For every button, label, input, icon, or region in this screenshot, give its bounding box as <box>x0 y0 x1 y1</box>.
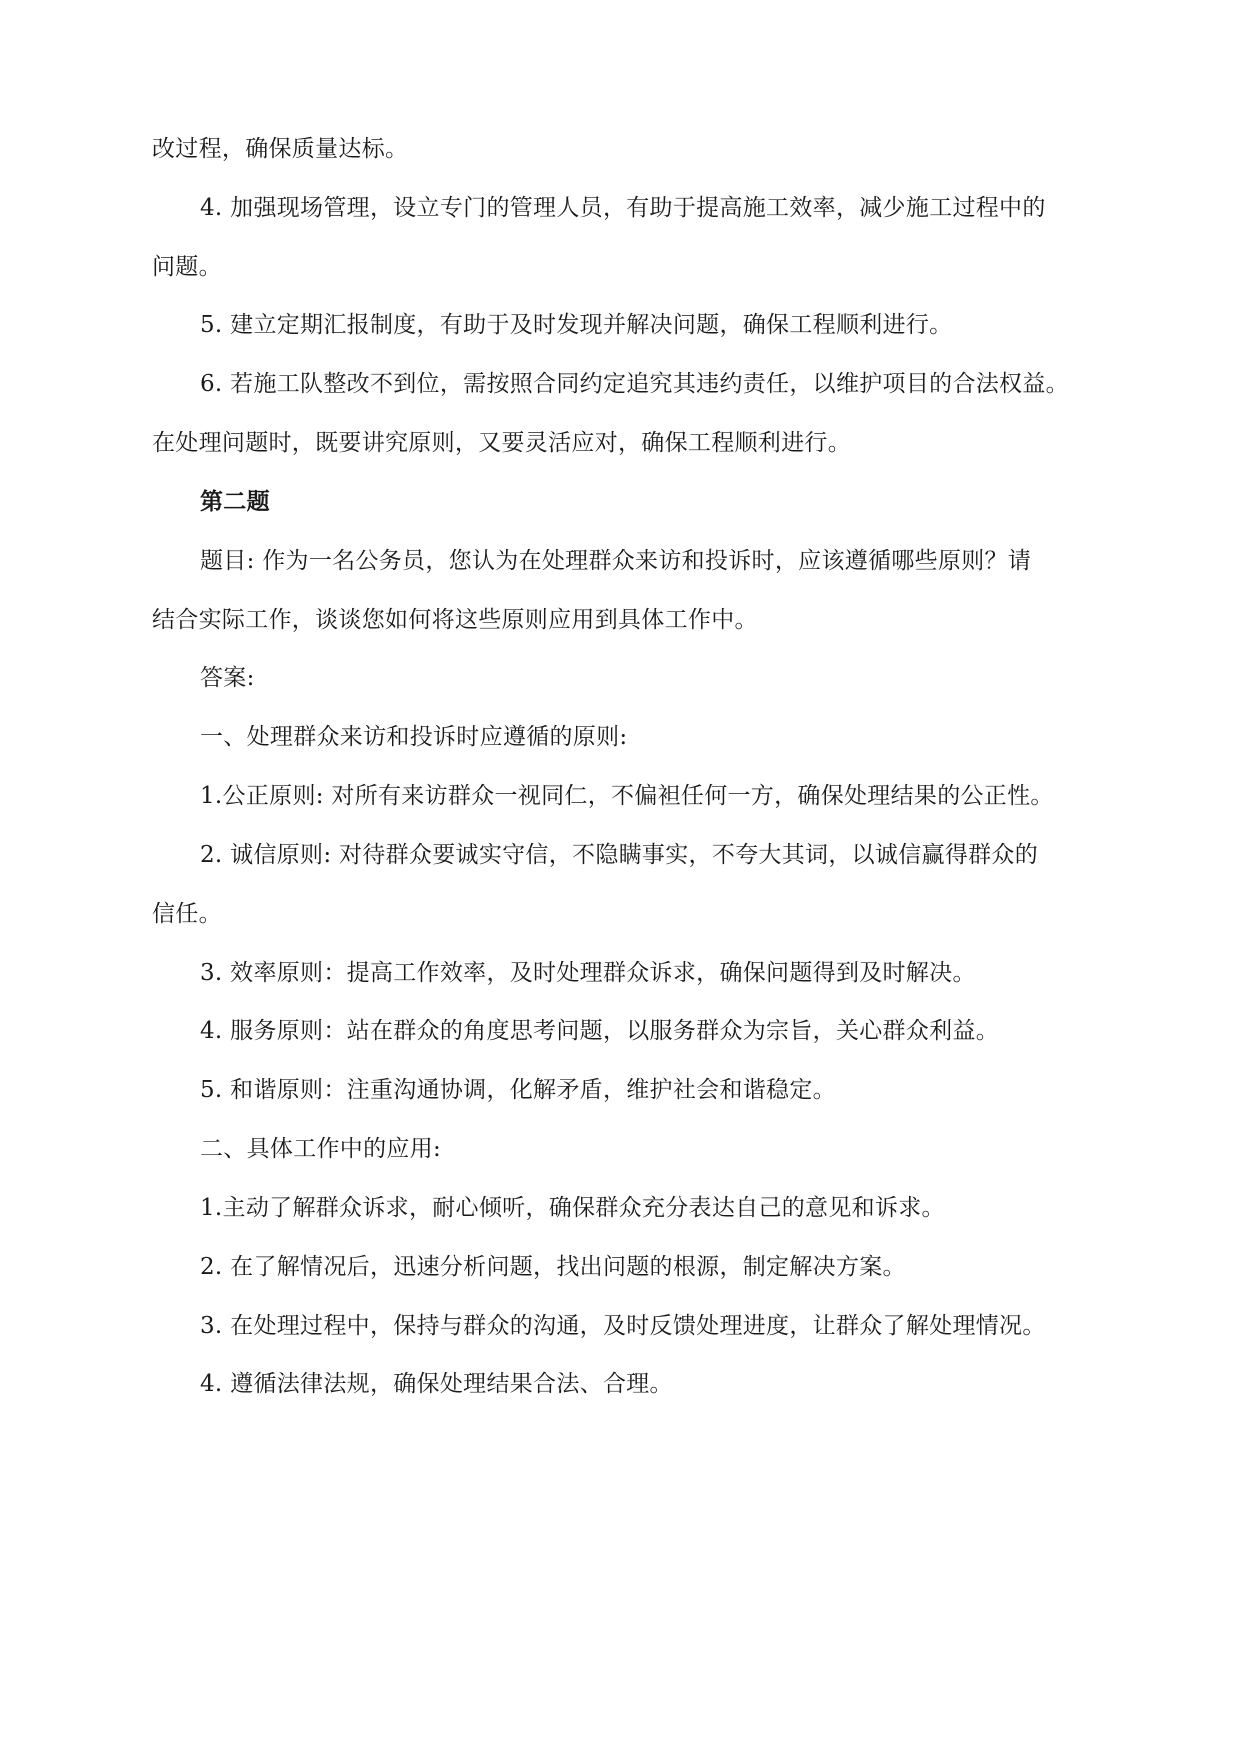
paragraph-line: 答案: <box>200 665 255 691</box>
paragraph-line: 6. 若施工队整改不到位，需按照合同约定追究其违约责任，以维护项目的合法权益。 <box>200 371 1069 397</box>
paragraph-line: 4. 加强现场管理，设立专门的管理人员，有助于提高施工效率，减少施工过程中的 <box>200 195 1046 221</box>
paragraph-line: 5. 建立定期汇报制度，有助于及时发现并解决问题，确保工程顺利进行。 <box>200 312 953 338</box>
paragraph-line: 题目: 作为一名公务员，您认为在处理群众来访和投诉时，应该遵循哪些原则？请 <box>200 548 1032 574</box>
paragraph-line: 二、具体工作中的应用: <box>200 1136 442 1162</box>
paragraph-line: 4. 遵循法律法规，确保处理结果合法、合理。 <box>200 1371 673 1397</box>
paragraph-line: 在处理问题时，既要讲究原则，又要灵活应对，确保工程顺利进行。 <box>152 430 851 456</box>
paragraph-line: 3. 在处理过程中，保持与群众的沟通，及时反馈处理进度，让群众了解处理情况。 <box>200 1313 1046 1339</box>
paragraph-line: 信任。 <box>152 901 222 927</box>
paragraph-line: 1.公正原则: 对所有来访群众一视同仁，不偏袒任何一方，确保处理结果的公正性。 <box>200 783 1054 809</box>
paragraph-line: 改过程，确保质量达标。 <box>152 136 409 162</box>
section-heading: 第二题 <box>200 488 270 515</box>
paragraph-line: 2. 在了解情况后，迅速分析问题，找出问题的根源，制定解决方案。 <box>200 1254 906 1280</box>
paragraph-line: 问题。 <box>152 254 222 280</box>
paragraph-line: 2. 诚信原则: 对待群众要诚实守信，不隐瞒事实，不夸大其词，以诚信赢得群众的 <box>200 842 1039 868</box>
paragraph-line: 5. 和谐原则：注重沟通协调，化解矛盾，维护社会和谐稳定。 <box>200 1077 836 1103</box>
paragraph-line: 结合实际工作，谈谈您如何将这些原则应用到具体工作中。 <box>152 607 758 633</box>
paragraph-line: 1.主动了解群众诉求，耐心倾听，确保群众充分表达自己的意见和诉求。 <box>200 1195 945 1221</box>
paragraph-line: 3. 效率原则：提高工作效率，及时处理群众诉求，确保问题得到及时解决。 <box>200 960 976 986</box>
paragraph-line: 一、处理群众来访和投诉时应遵循的原则: <box>200 724 628 750</box>
paragraph-line: 4. 服务原则：站在群众的角度思考问题，以服务群众为宗旨，关心群众利益。 <box>200 1018 1000 1044</box>
